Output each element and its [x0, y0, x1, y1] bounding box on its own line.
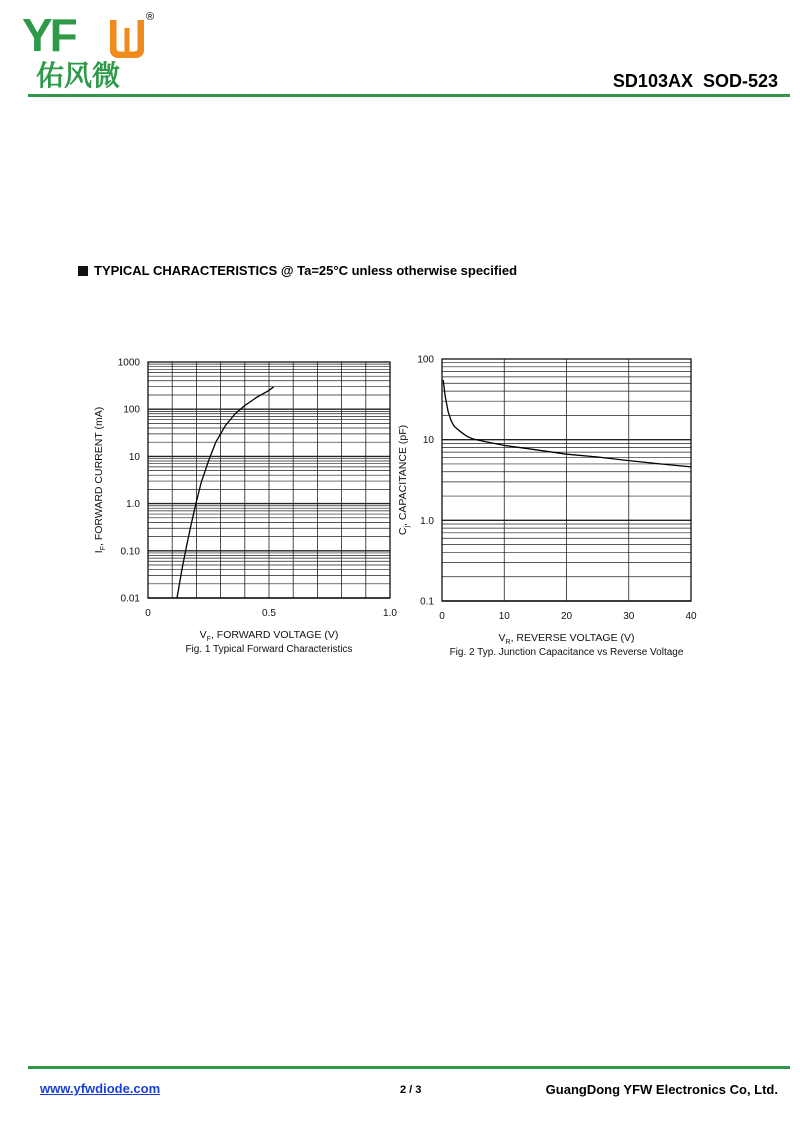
x-tick-label: 40 [685, 611, 697, 622]
x-tick-label: 1.0 [383, 608, 397, 619]
y-tick-label: 100 [417, 354, 434, 366]
company-name: GuangDong YFW Electronics Co, Ltd. [545, 1082, 778, 1097]
y-tick-label: 1.0 [420, 515, 434, 527]
y-axis-label-rest: , CAPACITANCE (pF) [397, 424, 409, 526]
y-tick-label: 1.0 [126, 499, 140, 511]
bullet-square-icon [78, 266, 88, 276]
section-heading [78, 263, 517, 279]
y-tick-label: 0.10 [120, 546, 140, 558]
x-axis-label-sub: R [505, 639, 511, 646]
x-tick-label: 0 [439, 611, 445, 622]
x-axis-label-rest: , REVERSE VOLTAGE (V) [510, 632, 635, 644]
fig2-capacitance-chart [397, 355, 697, 659]
y-tick-label: 10 [128, 451, 140, 463]
logo-u-mark [110, 18, 144, 58]
x-axis-label-sub: F [206, 636, 211, 643]
y-tick-label: 0.01 [120, 593, 140, 605]
y-axis-label-sub: j [404, 525, 411, 528]
x-tick-label: 10 [498, 611, 510, 622]
x-axis-label-rest: , FORWARD VOLTAGE (V) [210, 629, 339, 641]
x-tick-label: 0.5 [262, 608, 276, 619]
characteristics-figures [0, 340, 800, 670]
series-line [443, 380, 691, 467]
x-tick-label: 30 [623, 611, 635, 622]
company-logo [22, 9, 162, 94]
y-axis-label-main: I [93, 550, 105, 554]
x-axis-label [499, 632, 635, 646]
x-tick-label: 0 [145, 608, 151, 619]
x-tick-label: 20 [560, 611, 573, 622]
x-axis-label-main: V [199, 629, 207, 641]
y-tick-label: 10 [422, 435, 434, 447]
y-axis-label [397, 425, 411, 535]
y-axis-label-sub: F [100, 546, 107, 551]
logo-yf-text: YF [22, 9, 75, 61]
y-tick-label: 1000 [117, 357, 140, 369]
registered-mark: ® [146, 11, 155, 23]
y-tick-label: 0.1 [420, 596, 434, 608]
y-axis-label [93, 407, 107, 553]
figure-caption: Fig. 1 Typical Forward Characteristics [185, 644, 353, 655]
page-number: 2 / 3 [400, 1084, 422, 1096]
x-axis-label-main: V [498, 632, 506, 644]
figure-caption: Fig. 2 Typ. Junction Capacitance vs Reverse Voltage [449, 647, 684, 658]
fig1-forward-characteristics-chart [93, 358, 397, 656]
y-tick-label: 100 [123, 404, 140, 416]
y-axis-label-main: C [397, 527, 409, 536]
x-axis-label [200, 629, 339, 643]
header-rule [28, 94, 790, 97]
website-link[interactable]: www.yfwdiode.com [40, 1081, 161, 1096]
series-line [177, 387, 274, 598]
logo-chinese-name: 佑风微 [36, 60, 121, 91]
footer-rule [28, 1066, 790, 1069]
y-axis-label-rest: , FORWARD CURRENT (mA) [93, 406, 105, 547]
document-title: SD103AX SOD-523 [612, 71, 778, 91]
section-heading-text: TYPICAL CHARACTERISTICS @ Ta=25°C unless otherwise specified [94, 263, 518, 278]
